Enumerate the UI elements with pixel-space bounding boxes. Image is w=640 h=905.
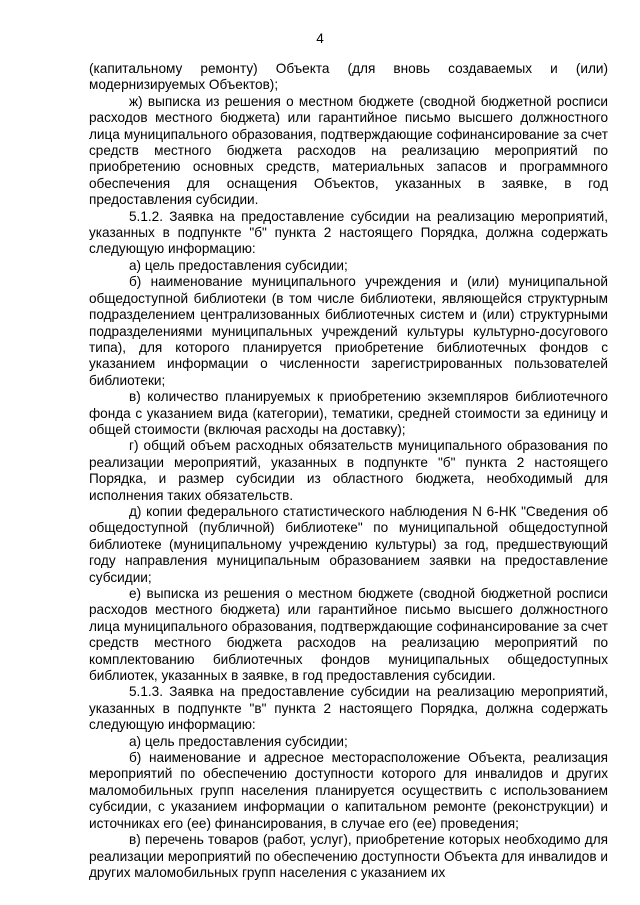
document-body	[89, 61, 608, 881]
page-number: 4	[316, 31, 324, 46]
paragraph: 5.1.3. Заявка на предоставление субсидии на реализацию мероприятий, указанных в подпункте "в" пункта 2 настоящего Порядка, должна содержать следующую информацию:	[89, 684, 608, 733]
paragraph: 5.1.2. Заявка на предоставление субсидии на реализацию мероприятий, указанных в подпункте "б" пункта 2 настоящего Порядка, должна содержать следующую информацию:	[89, 208, 608, 257]
paragraph: е) выписка из решения о местном бюджете (сводной бюджетной росписи расходов местного бюджета) или гарантийное письмо высшего должностного лица муниципального образования, подтверждающие софинансирование за счет средств местного бюджета расходов на реализацию мероприятий по комплектованию библиотечных фондов муниципальных общедоступных библиотек, указанных в заявке, в год предоставления субсидии.	[89, 586, 608, 684]
paragraph: (капитальному ремонту) Объекта (для вновь создаваемых и (или) модернизируемых Объектов);	[89, 61, 608, 93]
paragraph: а) цель предоставления субсидии;	[129, 257, 348, 273]
paragraph: г) общий объем расходных обязательств муниципального образования по реализации мероприятий, указанных в подпункте "б" пункта 2 настоящего Порядка, и размер субсидии из областного бюджета, необходимый для исполнения таких обязательств.	[89, 438, 608, 503]
paragraph: б) наименование муниципального учреждения и (или) муниципальной общедоступной библиотеки (в том числе библиотеки, являющейся структурным подразделением централизованных библиотечных систем и (или) структурными подразделениями муниципальных учреждений культуры культурно-досугового типа), для которого планируется приобретение библиотечных фондов с указанием информации о численности зарегистрированных пользователей библиотеки;	[89, 274, 608, 388]
paragraph: ж) выписка из решения о местном бюджете (сводной бюджетной росписи расходов местного бюджета) или гарантийное письмо высшего должностного лица муниципального образования, подтверждающие софинансирование за счет средств местного бюджета расходов на реализацию мероприятий по приобретению основных средств, материальных запасов и программного обеспечения для оснащения Объектов, указанных в заявке, в год предоставления субсидии.	[89, 93, 608, 208]
paragraph: в) количество планируемых к приобретению экземпляров библиотечного фонда с указанием вида (категории), тематики, средней стоимости за единицу и общей стоимости (включая расходы на доставку);	[89, 389, 608, 437]
paragraph: в) перечень товаров (работ, услуг), приобретение которых необходимо для реализации мероприятий по обеспечению доступности Объекта для инвалидов и других маломобильных групп населения с указанием их	[89, 832, 608, 880]
paragraph: а) цель предоставления субсидии;	[129, 733, 348, 749]
paragraph: б) наименование и адресное месторасположение Объекта, реализация мероприятий по обеспечению доступности которого для инвалидов и других маломобильных групп населения планируется осуществить с использованием субсидии, с указанием информации о капитальном ремонте (реконструкции) и источниках его (ее) финансирования, в случае его (ее) проведения;	[89, 750, 608, 831]
paragraph: д) копии федерального статистического наблюдения N 6-НК "Сведения об общедоступной (публичной) библиотеке" по муниципальной общедоступной библиотеке (муниципальному учреждению культуры) за год, предшествующий году направления муниципальным образованием заявки на предоставление субсидии;	[89, 503, 608, 585]
